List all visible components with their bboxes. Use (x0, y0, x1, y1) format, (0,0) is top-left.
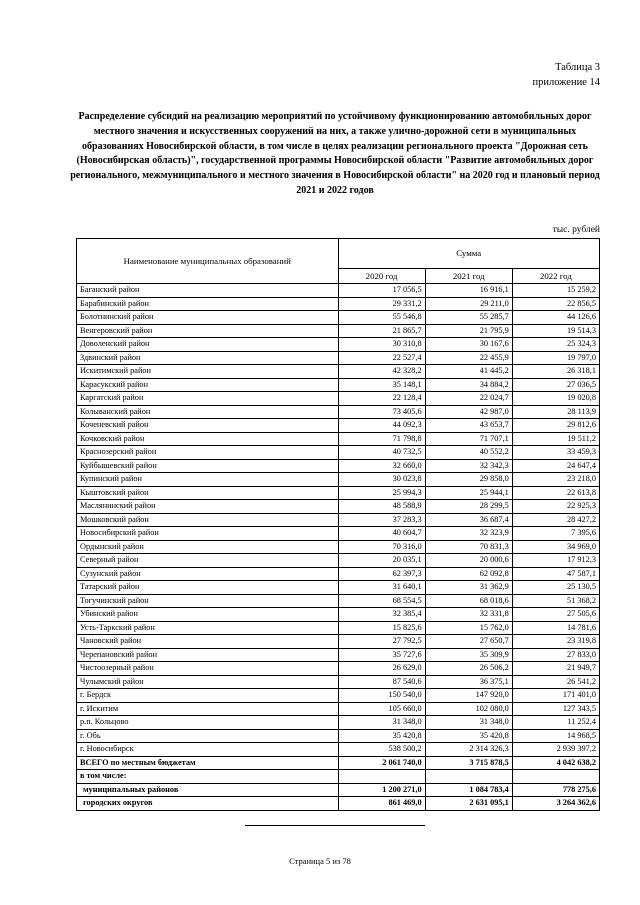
row-value-2022: 26 541,2 (512, 675, 599, 689)
row-value-2022: 23 218,0 (512, 473, 599, 487)
row-value-2020: 37 283,3 (338, 513, 425, 527)
row-name: городских округов (77, 797, 339, 811)
row-name: г. Новосибирск (77, 743, 339, 757)
row-value-2022: 171 401,0 (512, 689, 599, 703)
table-row (77, 608, 600, 622)
table-row (77, 540, 600, 554)
row-value-2020: 35 727,6 (338, 648, 425, 662)
table-number: Таблица 3 (555, 62, 600, 73)
row-value-2020: 15 825,6 (338, 621, 425, 635)
row-value-2021: 29 858,0 (425, 473, 512, 487)
row-value-2020: 29 331,2 (338, 297, 425, 311)
appendix-number: приложение 14 (532, 77, 600, 88)
row-name: Чановский район (77, 635, 339, 649)
page-number: Страница 5 из 78 (289, 856, 351, 866)
row-name: Маслянинский район (77, 500, 339, 514)
row-value-2021: 22 024,7 (425, 392, 512, 406)
row-value-2021 (425, 770, 512, 784)
table-row (77, 527, 600, 541)
table-row (77, 513, 600, 527)
row-value-2020: 30 023,8 (338, 473, 425, 487)
row-value-2021: 28 299,5 (425, 500, 512, 514)
row-value-2021: 68 018,6 (425, 594, 512, 608)
row-name: Тогучинский район (77, 594, 339, 608)
row-name: Венгеровский район (77, 324, 339, 338)
row-value-2022: 14 968,5 (512, 729, 599, 743)
row-name: Усть-Таркский район (77, 621, 339, 635)
row-value-2022: 28 427,2 (512, 513, 599, 527)
units-label: тыс. рублей (552, 225, 600, 235)
row-value-2021: 42 987,0 (425, 405, 512, 419)
row-value-2020: 62 397,3 (338, 567, 425, 581)
row-value-2021: 55 285,7 (425, 311, 512, 325)
row-value-2022: 19 020,8 (512, 392, 599, 406)
table-row (77, 581, 600, 595)
row-value-2021: 35 309,9 (425, 648, 512, 662)
row-name: Искитимский район (77, 365, 339, 379)
row-value-2022 (512, 770, 599, 784)
row-name: в том числе: (77, 770, 339, 784)
row-value-2022: 27 036,5 (512, 378, 599, 392)
row-name: Купинский район (77, 473, 339, 487)
row-value-2020: 55 546,8 (338, 311, 425, 325)
row-name: Чистоозерный район (77, 662, 339, 676)
table-row (77, 743, 600, 757)
row-value-2022: 47 587,1 (512, 567, 599, 581)
table-row (77, 702, 600, 716)
table-row (77, 284, 600, 298)
table-row (77, 446, 600, 460)
table-row (77, 621, 600, 635)
row-value-2020: 31 640,1 (338, 581, 425, 595)
row-value-2021: 1 084 783,4 (425, 783, 512, 797)
row-name: Кочковский район (77, 432, 339, 446)
header-year-2021: 2021 год (425, 269, 512, 284)
row-value-2022: 14 781,6 (512, 621, 599, 635)
row-value-2022: 3 264 362,6 (512, 797, 599, 811)
table-row (77, 365, 600, 379)
row-value-2021: 22 455,9 (425, 351, 512, 365)
subsidy-table (76, 238, 600, 811)
row-value-2020: 1 200 271,0 (338, 783, 425, 797)
table-row (77, 459, 600, 473)
row-value-2022: 44 126,6 (512, 311, 599, 325)
row-value-2020: 70 316,0 (338, 540, 425, 554)
row-value-2020: 2 061 740,0 (338, 756, 425, 770)
row-value-2021: 35 420,8 (425, 729, 512, 743)
row-value-2022: 29 812,6 (512, 419, 599, 433)
row-value-2020: 105 660,0 (338, 702, 425, 716)
row-value-2022: 25 324,3 (512, 338, 599, 352)
row-value-2021: 70 831,3 (425, 540, 512, 554)
row-value-2020 (338, 770, 425, 784)
table-row (77, 567, 600, 581)
including-row (77, 770, 600, 784)
row-value-2022: 24 647,4 (512, 459, 599, 473)
row-value-2021: 32 342,3 (425, 459, 512, 473)
table-row (77, 419, 600, 433)
row-value-2022: 23 319,8 (512, 635, 599, 649)
table-row (77, 662, 600, 676)
table-row (77, 689, 600, 703)
row-value-2022: 19 797,0 (512, 351, 599, 365)
row-name: г. Бердск (77, 689, 339, 703)
row-value-2022: 15 259,2 (512, 284, 599, 298)
row-value-2021: 16 916,1 (425, 284, 512, 298)
row-name: Черепановский район (77, 648, 339, 662)
row-value-2020: 25 994,3 (338, 486, 425, 500)
row-value-2022: 127 343,5 (512, 702, 599, 716)
row-name: г. Обь (77, 729, 339, 743)
row-value-2021: 2 631 095,1 (425, 797, 512, 811)
row-value-2020: 27 792,5 (338, 635, 425, 649)
row-value-2021: 147 920,0 (425, 689, 512, 703)
row-value-2020: 68 554,5 (338, 594, 425, 608)
row-name: Каргатский район (77, 392, 339, 406)
row-name: Убинский район (77, 608, 339, 622)
row-value-2020: 31 348,0 (338, 716, 425, 730)
row-name: Краснозерский район (77, 446, 339, 460)
row-name: Ордынский район (77, 540, 339, 554)
row-value-2020: 20 035,1 (338, 554, 425, 568)
row-value-2022: 7 395,6 (512, 527, 599, 541)
table-row (77, 716, 600, 730)
total-row (77, 756, 600, 770)
table-row (77, 729, 600, 743)
row-value-2020: 21 865,7 (338, 324, 425, 338)
footer-rule (245, 825, 425, 826)
row-value-2020: 35 148,1 (338, 378, 425, 392)
row-value-2021: 31 348,0 (425, 716, 512, 730)
row-name: р.п. Кольцово (77, 716, 339, 730)
row-value-2020: 35 420,8 (338, 729, 425, 743)
row-value-2021: 3 715 878,5 (425, 756, 512, 770)
row-value-2022: 51 368,2 (512, 594, 599, 608)
row-value-2021: 36 687,4 (425, 513, 512, 527)
row-value-2021: 30 167,6 (425, 338, 512, 352)
table-row (77, 500, 600, 514)
row-value-2022: 28 113,9 (512, 405, 599, 419)
table-row (77, 594, 600, 608)
document-title: Распределение субсидий на реализацию мероприятий по устойчивому функционированию автомобильных дорог местного значения и искусственных сооружений на них, а также улично-дорожной сети в муниципальных образованиях Новосибирской области, в том числе в целях реализации регионального проекта "Дорожная сеть (Новосибирская область)", государственной программы Новосибирской области "Развитие автомобильных дорог регионального, межмуниципального и местного значения в Новосибирской области" на 2020 год и плановый период 2021 и 2022 годов (70, 111, 600, 196)
row-value-2021: 20 000,6 (425, 554, 512, 568)
table-row (77, 473, 600, 487)
row-value-2021: 41 445,2 (425, 365, 512, 379)
table-row (77, 378, 600, 392)
table-row (77, 297, 600, 311)
row-value-2020: 71 798,8 (338, 432, 425, 446)
table-body (77, 284, 600, 811)
row-name: Северный район (77, 554, 339, 568)
row-value-2022: 4 042 638,2 (512, 756, 599, 770)
row-value-2020: 22 527,4 (338, 351, 425, 365)
row-value-2022: 34 969,0 (512, 540, 599, 554)
row-name: Баганский район (77, 284, 339, 298)
row-value-2022: 11 252,4 (512, 716, 599, 730)
table-row (77, 324, 600, 338)
row-value-2020: 32 385,4 (338, 608, 425, 622)
row-name: Чулымский район (77, 675, 339, 689)
row-name: Кыштовский район (77, 486, 339, 500)
row-value-2020: 17 056,5 (338, 284, 425, 298)
row-value-2022: 17 912,3 (512, 554, 599, 568)
row-name: Здвинский район (77, 351, 339, 365)
row-name: муниципальных районов (77, 783, 339, 797)
row-value-2021: 27 650,7 (425, 635, 512, 649)
row-name: ВСЕГО по местным бюджетам (77, 756, 339, 770)
table-row (77, 311, 600, 325)
table-row (77, 648, 600, 662)
table-row (77, 392, 600, 406)
row-value-2022: 27 505,6 (512, 608, 599, 622)
row-value-2022: 22 613,8 (512, 486, 599, 500)
row-value-2022: 19 511,2 (512, 432, 599, 446)
table-row (77, 405, 600, 419)
header-sum: Сумма (338, 239, 600, 269)
row-value-2020: 150 540,0 (338, 689, 425, 703)
row-value-2021: 29 211,0 (425, 297, 512, 311)
table-caption (532, 60, 600, 90)
row-value-2020: 30 310,8 (338, 338, 425, 352)
row-name: Барабинский район (77, 297, 339, 311)
row-value-2020: 48 588,9 (338, 500, 425, 514)
row-value-2021: 40 552,2 (425, 446, 512, 460)
row-name: г. Искитим (77, 702, 339, 716)
row-name: Болотнинский район (77, 311, 339, 325)
row-value-2020: 22 128,4 (338, 392, 425, 406)
row-name: Новосибирский район (77, 527, 339, 541)
table-row (77, 432, 600, 446)
table-row (77, 338, 600, 352)
row-value-2021: 71 707,1 (425, 432, 512, 446)
row-value-2021: 21 795,9 (425, 324, 512, 338)
row-value-2021: 2 314 326,3 (425, 743, 512, 757)
row-value-2020: 32 660,0 (338, 459, 425, 473)
row-value-2021: 43 653,7 (425, 419, 512, 433)
header-name: Наименование муниципальных образований (77, 239, 339, 284)
table-row (77, 554, 600, 568)
row-value-2022: 25 130,5 (512, 581, 599, 595)
row-value-2020: 26 629,0 (338, 662, 425, 676)
row-name: Сузунский район (77, 567, 339, 581)
header-year-2022: 2022 год (512, 269, 599, 284)
row-value-2022: 21 949,7 (512, 662, 599, 676)
row-value-2020: 44 092,3 (338, 419, 425, 433)
row-value-2020: 73 405,6 (338, 405, 425, 419)
row-value-2021: 25 944,1 (425, 486, 512, 500)
row-name: Доволенский район (77, 338, 339, 352)
row-value-2022: 778 275,6 (512, 783, 599, 797)
row-value-2020: 40 732,5 (338, 446, 425, 460)
row-value-2021: 36 375,1 (425, 675, 512, 689)
row-value-2021: 26 506,2 (425, 662, 512, 676)
row-name: Куйбышевский район (77, 459, 339, 473)
row-value-2021: 32 331,8 (425, 608, 512, 622)
row-name: Колыванский район (77, 405, 339, 419)
row-value-2022: 22 856,5 (512, 297, 599, 311)
row-value-2020: 538 500,2 (338, 743, 425, 757)
row-value-2022: 33 459,3 (512, 446, 599, 460)
row-value-2022: 19 514,3 (512, 324, 599, 338)
subtotal-row (77, 797, 600, 811)
table-row (77, 675, 600, 689)
row-value-2020: 861 469,0 (338, 797, 425, 811)
row-name: Карасукский район (77, 378, 339, 392)
header-year-2020: 2020 год (338, 269, 425, 284)
row-value-2020: 42 328,2 (338, 365, 425, 379)
row-value-2022: 27 833,0 (512, 648, 599, 662)
table-row (77, 351, 600, 365)
table-row (77, 486, 600, 500)
row-value-2022: 22 925,3 (512, 500, 599, 514)
row-name: Мошковский район (77, 513, 339, 527)
row-value-2021: 62 092,8 (425, 567, 512, 581)
row-value-2020: 40 604,7 (338, 527, 425, 541)
row-value-2021: 34 884,2 (425, 378, 512, 392)
row-value-2020: 87 540,6 (338, 675, 425, 689)
row-name: Татарский район (77, 581, 339, 595)
table-row (77, 635, 600, 649)
row-value-2021: 102 080,0 (425, 702, 512, 716)
row-name: Коченевский район (77, 419, 339, 433)
row-value-2022: 2 939 397,2 (512, 743, 599, 757)
row-value-2022: 26 318,1 (512, 365, 599, 379)
row-value-2021: 31 362,9 (425, 581, 512, 595)
row-value-2021: 15 762,0 (425, 621, 512, 635)
row-value-2021: 32 323,9 (425, 527, 512, 541)
subtotal-row (77, 783, 600, 797)
